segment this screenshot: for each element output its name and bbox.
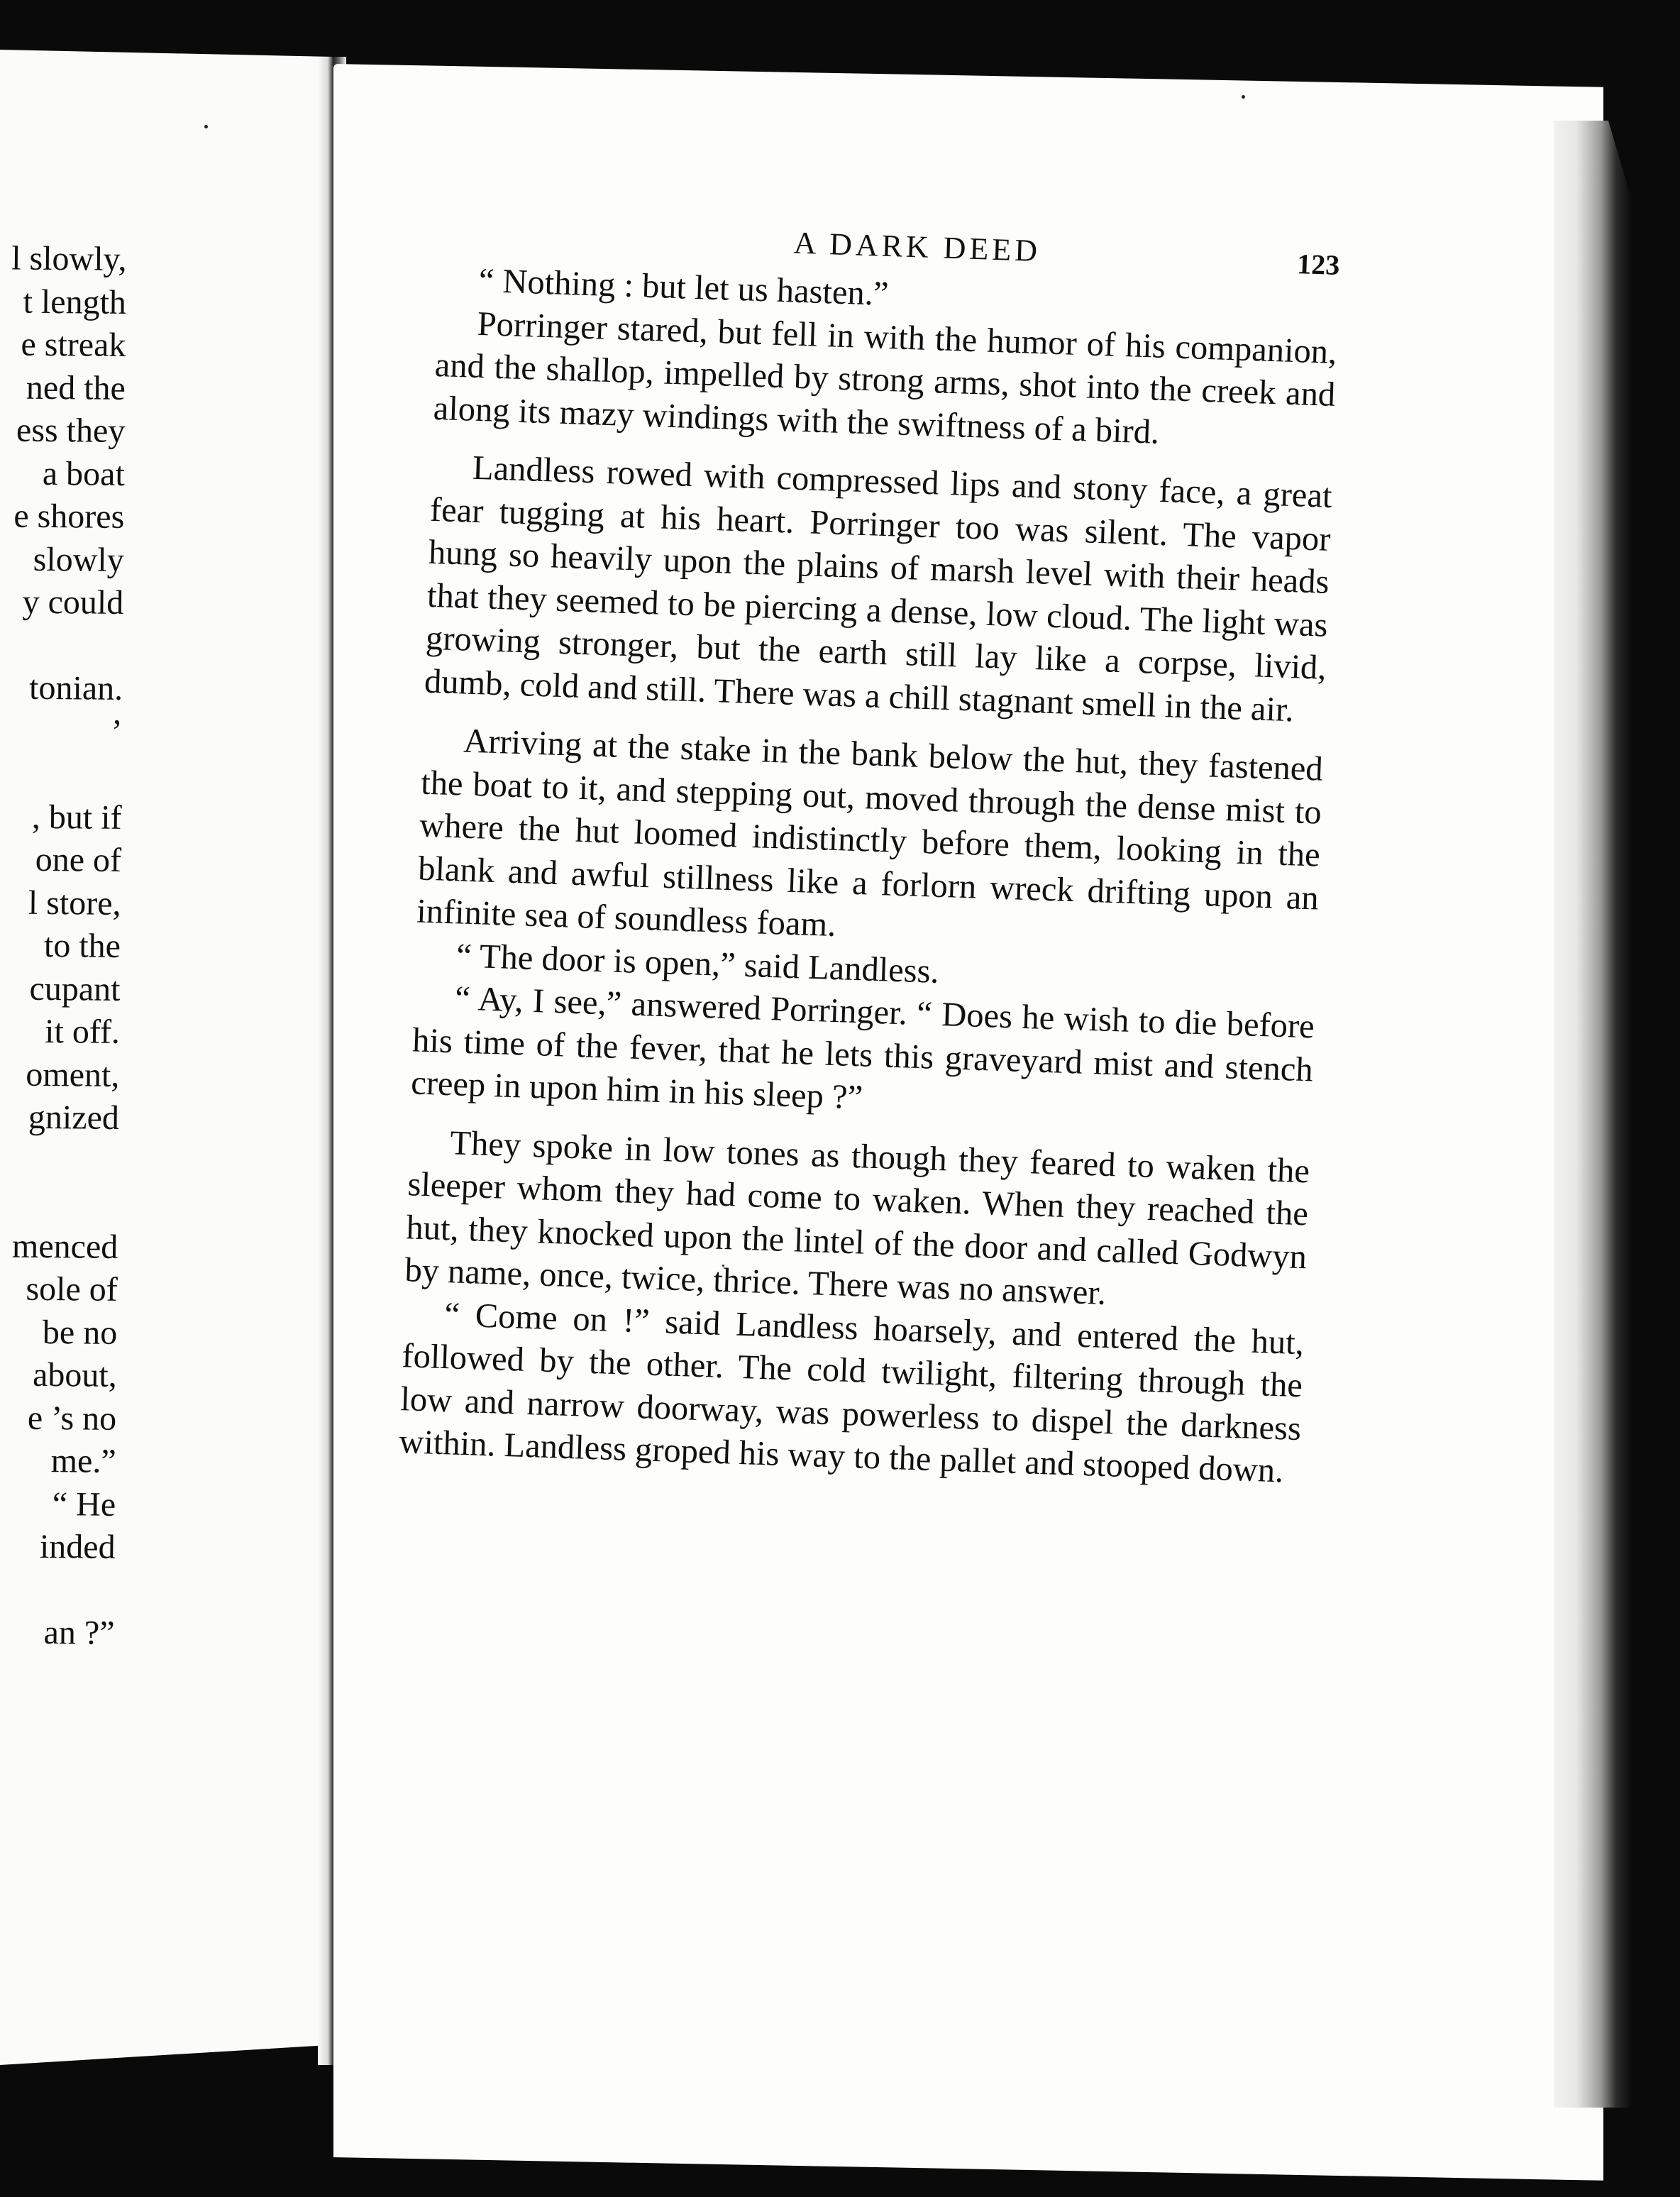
left-page-line: [0, 1139, 119, 1183]
dust-speck: [1242, 95, 1245, 99]
left-page-line: e shores: [13, 497, 125, 536]
left-page-line: “ He: [52, 1485, 116, 1524]
paragraph: They spoke in low tones as though they feared to waken the sleeper whom they had come to waken. When they reached the hut, they knocked upon the lintel of the door and called Godwyn by name, once, twice, thrice. There was no answer.: [404, 1123, 1310, 1312]
left-page-line: me.”: [50, 1442, 116, 1480]
left-page-line: gnized: [28, 1098, 120, 1137]
left-page-text: [0, 237, 127, 1655]
left-page-line: y could: [22, 583, 124, 622]
paragraph: “ Ay, I see,” answered Porringer. “ Does he wish to die before his time of the fever, that he lets this graveyard mist and stench creep in upon him in his sleep ?”: [410, 979, 1315, 1117]
left-page-line: [0, 752, 122, 796]
running-head-title: A DARK DEED: [793, 225, 1041, 269]
left-page-line: slowly: [33, 540, 124, 579]
page-edge: [1554, 121, 1632, 2108]
left-page-line: t length: [23, 282, 127, 321]
left-page-line: sole of: [26, 1270, 118, 1309]
left-page-line: l store,: [28, 883, 121, 923]
left-page-line: l slowly,: [11, 239, 127, 278]
left-page-line: ’: [111, 712, 123, 751]
left-page-line: menced: [11, 1227, 118, 1266]
left-page-line: a boat: [42, 454, 126, 493]
dust-speck: [204, 125, 208, 128]
left-page-line: e ’s no: [27, 1399, 117, 1438]
left-page-line: about,: [32, 1355, 117, 1394]
paragraph: “ The door is open,” said Landless.: [455, 936, 940, 991]
left-page-line: [0, 624, 123, 668]
paragraph: Arriving at the stake in the bank below the hut, they fastened the boat to it, and stepping out, moved through the dense mist to where the hut loomed indistinctly before them, looking in the blank and awful stillness like a forlorn wreck drifting upon an infinite sea of soundless foam.: [416, 722, 1324, 945]
left-page-line: it off.: [44, 1012, 121, 1051]
left-page-line: ned the: [26, 368, 126, 407]
left-page-line: tonian.: [28, 668, 123, 707]
left-page-line: cupant: [29, 969, 121, 1008]
left-page-line: be no: [42, 1313, 118, 1352]
left-page-line: ess they: [16, 411, 126, 450]
page-number: 123: [1296, 248, 1341, 282]
left-page-line: inded: [39, 1527, 116, 1566]
right-page-text: [399, 213, 1341, 1494]
paragraph: Landless rowed with compressed lips and stony face, a great fear tugging at his heart. Porringer too was silent. The vapor hung so heavily upon the plains of marsh level with their heads that they seemed to be piercing a dense, low cloud. The light was growing stronger, but the earth still lay like a corpse, livid, dumb, cold and still. There was a chill stagnant smell in the air.: [424, 448, 1333, 729]
left-page-line: oment,: [26, 1055, 120, 1094]
left-page-line: [0, 1568, 115, 1612]
left-page-line: e streak: [21, 325, 126, 364]
paragraph: “ Come on !” said Landless hoarsely, and entered the hut, followed by the other. The cold twilight, filtering through the low and narrow doorway, was powerless to dispel the darkness within. Landless groped his way to the pallet and stooped down.: [398, 1295, 1305, 1490]
left-page-line: [0, 1182, 118, 1226]
left-page-line: an ?”: [43, 1614, 115, 1652]
left-page-line: , but if: [31, 798, 122, 837]
left-page-line: one of: [35, 840, 122, 879]
paragraph: “ Nothing : but let us hasten.”: [477, 261, 890, 314]
left-page-line: to the: [43, 926, 121, 965]
paragraph: Porringer stared, but fell in with the humor of his companion, and the shallop, impelled by strong arms, shot into the creek and along its mazy windings with the swiftness of a bird.: [433, 304, 1338, 451]
